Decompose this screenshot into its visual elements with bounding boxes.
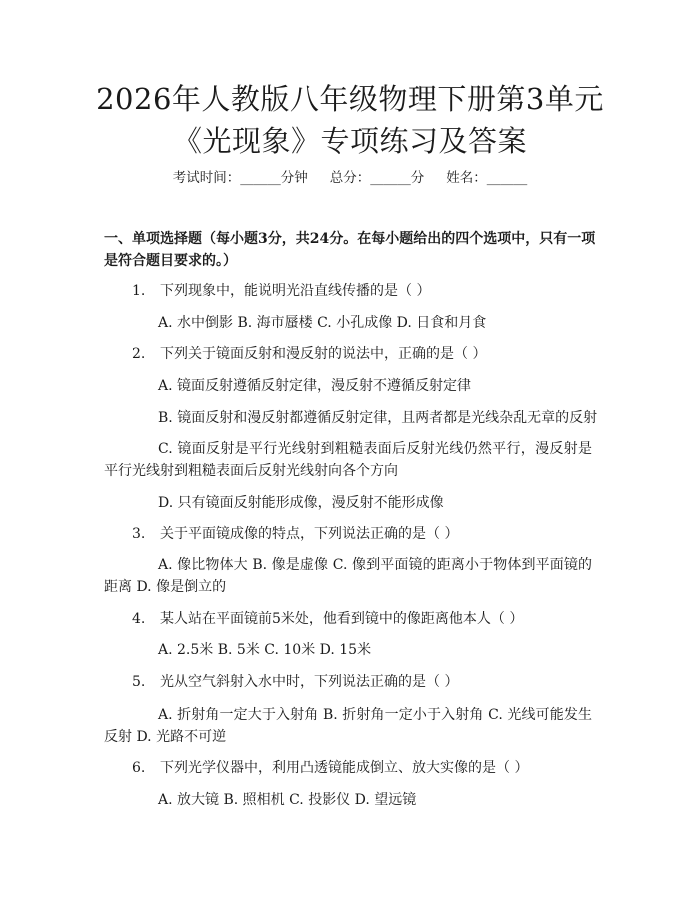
question-stem: 下列现象中，能说明光沿直线传播的是（ ） (160, 283, 431, 299)
question-2-option-a: A. 镜面反射遵循反射定律，漫反射不遵循反射定律 (158, 378, 472, 394)
exam-time-field: 考试时间：______分钟 (172, 170, 308, 186)
question-number: 5. (132, 674, 146, 690)
question-number: 4. (132, 611, 146, 627)
question-number: 2. (132, 346, 146, 362)
page-title: 2026年人教版八年级物理下册第3单元《光现象》专项练习及答案 (96, 82, 604, 158)
question-5-options: A. 折射角一定大于入射角 B. 折射角一定小于入射角 C. 光线可能发生反射 D. 光路不可逆 (104, 707, 592, 745)
question-2-option-d: D. 只有镜面反射能形成像，漫反射不能形成像 (158, 495, 444, 511)
question-2-option-c: C. 镜面反射是平行光线射到粗糙表面后反射光线仍然平行，漫反射是平行光线射到粗糙表面后反射光线射向各个方向 (104, 441, 592, 479)
question-stem: 下列光学仪器中，利用凸透镜能成倒立、放大实像的是（ ） (160, 760, 529, 776)
question-6 (132, 757, 528, 779)
question-stem: 某人站在平面镜前5米处，他看到镜中的像距离他本人（ ） (160, 611, 524, 627)
question-1 (132, 280, 430, 302)
section-heading: 一、单项选择题（每小题3分，共24分。在每小题给出的四个选项中，只有一项是符合题目要求的。） (104, 231, 596, 269)
question-number: 3. (132, 526, 146, 542)
question-4 (132, 608, 523, 630)
question-6-options: A. 放大镜 B. 照相机 C. 投影仪 D. 望远镜 (158, 792, 417, 808)
question-2-option-b: B. 镜面反射和漫反射都遵循反射定律，且两者都是光线杂乱无章的反射 (158, 410, 598, 426)
total-score-field: 总分：______分 (329, 170, 425, 186)
question-3-options: A. 像比物体大 B. 像是虚像 C. 像到平面镜的距离小于物体到平面镜的距离 D. 像是倒立的 (104, 557, 592, 595)
question-number: 6. (132, 760, 146, 776)
question-stem: 光从空气斜射入水中时，下列说法正确的是（ ） (160, 674, 459, 690)
student-name-field: 姓名：______ (446, 170, 528, 186)
question-number: 1. (132, 283, 146, 299)
question-5 (132, 671, 458, 693)
question-3 (132, 523, 458, 545)
exam-info (0, 168, 700, 188)
question-1-options: A. 水中倒影 B. 海市蜃楼 C. 小孔成像 D. 日食和月食 (158, 315, 487, 331)
question-2 (132, 343, 486, 365)
question-stem: 下列关于镜面反射和漫反射的说法中，正确的是（ ） (160, 346, 487, 362)
question-4-options: A. 2.5米 B. 5米 C. 10米 D. 15米 (158, 642, 372, 658)
question-stem: 关于平面镜成像的特点，下列说法正确的是（ ） (160, 526, 459, 542)
